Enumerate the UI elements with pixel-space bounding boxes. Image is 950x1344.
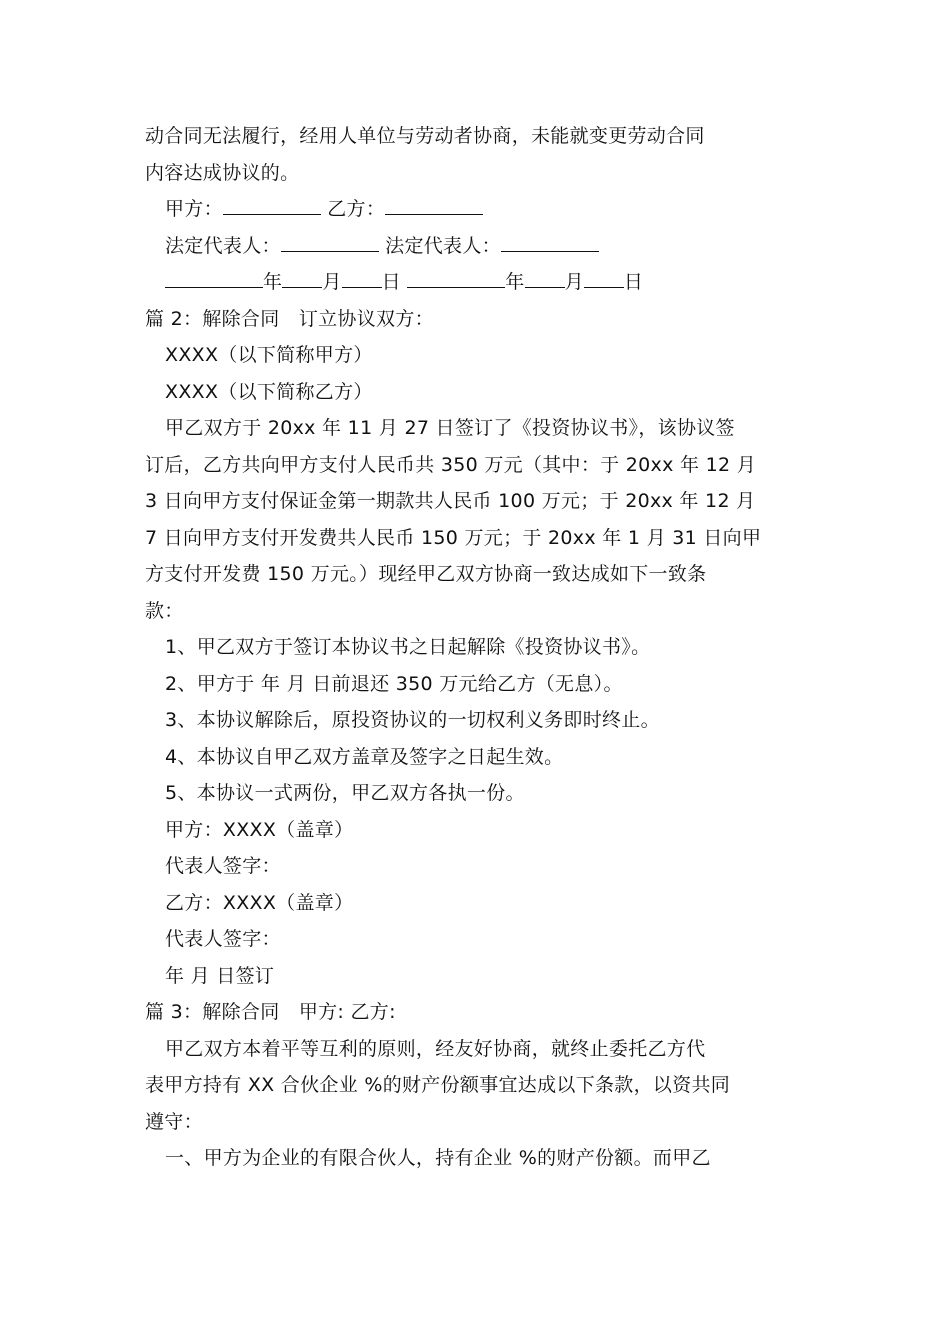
year-label: 年	[263, 271, 283, 293]
party-a-blank	[223, 196, 321, 215]
month-blank	[525, 269, 565, 288]
signature-field: 代表人签字：	[165, 855, 281, 877]
paragraph-line: 甲乙双方于 20xx 年 11 月 27 日签订了《投资协议书》，该协议签	[165, 417, 735, 439]
month-label: 月	[564, 271, 584, 293]
paragraph-line: 甲乙双方本着平等互利的原则，经友好协商，就终止委托乙方代	[165, 1037, 706, 1060]
paragraph-line: 表甲方持有 XX 合伙企业 %的财产份额事宜达成以下条款，以资共同	[145, 1074, 731, 1096]
signature-line-reps	[145, 228, 810, 265]
clause-item: 2、甲方于 年 月 日前退还 350 万元给乙方（无息）。	[165, 672, 623, 695]
year-label: 年	[505, 271, 525, 293]
paragraph-line: 一、甲方为企业的有限合伙人，持有企业 %的财产份额。而甲乙	[165, 1147, 711, 1169]
legal-rep-a-label: 法定代表人：	[165, 234, 281, 257]
paragraph-line: 遵守：	[145, 1110, 203, 1133]
document-body	[145, 118, 810, 1177]
legal-rep-a-blank	[281, 233, 379, 252]
section-heading: 篇 3：解除合同 甲方: 乙方:	[145, 1001, 396, 1023]
party-b-label: 乙方：	[327, 198, 386, 220]
section-heading: 篇 2：解除合同 订立协议双方：	[145, 307, 434, 330]
legal-rep-b-blank	[501, 233, 599, 252]
party-b-blank	[385, 196, 483, 215]
day-blank	[342, 269, 382, 288]
month-blank	[282, 269, 322, 288]
paragraph-line: 内容达成协议的。	[145, 161, 300, 184]
year-blank	[165, 269, 263, 288]
signature-field: 代表人签字：	[165, 928, 281, 950]
paragraph-line: 订后，乙方共向甲方支付人民币共 350 万元（其中：于 20xx 年 12 月	[145, 453, 757, 476]
year-blank	[407, 269, 505, 288]
signing-date: 年 月 日签订	[165, 964, 275, 987]
day-label: 日	[381, 271, 401, 293]
paragraph-line: 3 日向甲方支付保证金第一期款共人民币 100 万元；于 20xx 年 12 月	[145, 490, 756, 512]
clause-item: 3、本协议解除后，原投资协议的一切权利义务即时终止。	[165, 709, 660, 731]
clause-item: 1、甲乙双方于签订本协议书之日起解除《投资协议书》。	[165, 636, 651, 658]
paragraph-line: 7 日向甲方支付开发费共人民币 150 万元；于 20xx 年 1 月 31 日向甲	[145, 526, 762, 549]
paragraph-line: 款：	[145, 599, 184, 622]
paragraph-line: 方支付开发费 150 万元。）现经甲乙双方协商一致达成如下一致条	[145, 563, 707, 585]
legal-rep-b-label: 法定代表人：	[385, 234, 501, 257]
party-a-label: 甲方：	[165, 198, 223, 220]
clause-item: 5、本协议一式两份，甲乙双方各执一份。	[165, 782, 525, 804]
party-line: XXXX（以下简称甲方）	[165, 344, 373, 366]
signature-line-parties	[145, 191, 810, 228]
signature-line-dates	[145, 264, 810, 301]
paragraph-line: 动合同无法履行，经用人单位与劳动者协商，未能就变更劳动合同	[145, 125, 705, 147]
party-line: XXXX（以下简称乙方）	[165, 380, 373, 403]
signature-field: 甲方：XXXX（盖章）	[165, 818, 354, 841]
day-label: 日	[623, 271, 644, 293]
clause-item: 4、本协议自甲乙双方盖章及签字之日起生效。	[165, 745, 564, 768]
month-label: 月	[322, 271, 342, 293]
day-blank	[584, 269, 624, 288]
signature-field: 乙方：XXXX（盖章）	[165, 891, 354, 914]
